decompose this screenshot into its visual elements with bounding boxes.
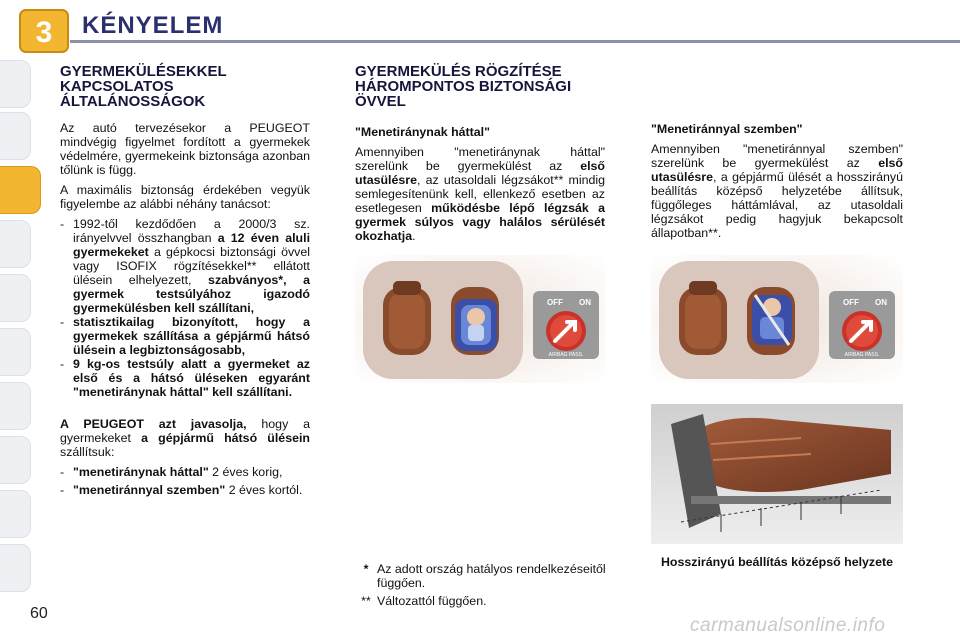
left-heading (60, 64, 310, 109)
list-item-4: - "menetiránynak háttal" 2 éves korig, (60, 465, 283, 479)
middle-heading (355, 64, 605, 109)
side-tab-2[interactable] (0, 112, 31, 160)
airbag-off-switch-icon (533, 291, 599, 359)
passenger-seat-icon (747, 287, 795, 355)
rear-facing-paragraph: Amennyiben "menetiránynak háttal" szerelünk be gyermekülést az első utasülésre, az utasoldali légzsákot** mindig semlegesítenünk kell, ellenkező esetben az esetlegesen működésbe lépő légzsák a gyermek súlyos vagy halálos sérülését okozhatja. (355, 145, 605, 243)
side-tab-3-active[interactable] (0, 166, 41, 214)
side-tab-1[interactable] (0, 60, 31, 108)
middle-heading-line-1: GYERMEKÜLÉS RÖGZÍTÉSE (355, 63, 562, 80)
seat-position-caption: Hosszirányú beállítás középső helyzete (660, 555, 894, 569)
right-column (651, 122, 903, 240)
svg-text:ON: ON (579, 298, 591, 307)
footnote-2: ** Változattól függően. (361, 594, 487, 608)
driver-seat-icon (383, 281, 431, 355)
svg-text:AIRBAG PASS.: AIRBAG PASS. (548, 352, 584, 358)
page-title: KÉNYELEM (82, 12, 224, 39)
side-tab-7[interactable] (0, 382, 31, 430)
airbag-on-switch-icon (829, 291, 895, 359)
svg-text:OFF: OFF (547, 298, 563, 307)
left-paragraph-1: Az autó tervezésekor a PEUGEOT mindvégig figyelmet fordított a gyermekek védelmére, gyermekeink biztonsága azonban tőlünk is függ. (60, 121, 310, 177)
side-tab-5[interactable] (0, 274, 31, 322)
list-item-3: - 9 kg-os testsúly alatt a gyermeket az első és a hátsó üléseken egyaránt "menetiránynak háttal" kell szállítani. (60, 357, 310, 399)
left-heading-line-3: ÁLTALÁNOSSÁGOK (60, 93, 206, 110)
footnotes (355, 562, 607, 608)
side-tab-9[interactable] (0, 490, 31, 538)
rear-facing-seat-image (355, 255, 605, 383)
forward-facing-seat-image (651, 255, 903, 383)
watermark: carmanualsonline.info (690, 615, 886, 636)
list-item-5: - "menetiránnyal szemben" 2 éves kortól. (60, 483, 303, 497)
left-column (60, 64, 310, 497)
side-tab-4[interactable] (0, 220, 31, 268)
middle-column (355, 64, 605, 243)
middle-heading-line-2: HÁROMPONTOS BIZTONSÁGI (355, 78, 572, 95)
side-tab-10[interactable] (0, 544, 31, 592)
rear-facing-subheading: "Menetiránynak háttal" (355, 125, 491, 139)
footnote-1: * Az adott ország hatályos rendelkezéseitől függően. (363, 562, 606, 590)
forward-facing-subheading: "Menetiránnyal szemben" (651, 122, 803, 136)
seat-rail-position-image (651, 404, 903, 544)
side-tab-6[interactable] (0, 328, 31, 376)
left-paragraph-2: A maximális biztonság érdekében vegyük figyelembe az alábbi néhány tanácsot: (60, 183, 310, 211)
chapter-number: 3 (35, 16, 53, 49)
svg-text:AIRBAG PASS.: AIRBAG PASS. (844, 352, 880, 358)
passenger-seat-icon (451, 287, 499, 355)
left-paragraph-3: A PEUGEOT azt javasolja, hogy a gyermekeket a gépjármű hátsó ülésein szállítsuk: (60, 417, 310, 459)
left-heading-line-1: GYERMEKÜLÉSEKKEL (60, 63, 227, 80)
page-number: 60 (30, 605, 48, 622)
list-item-2: - statisztikailag bizonyított, hogy a gyermekek szállítása a gépjármű hátsó ülésein a legbiztonságosabb, (60, 315, 310, 357)
driver-seat-icon (679, 281, 727, 355)
side-tab-8[interactable] (0, 436, 31, 484)
forward-facing-paragraph: Amennyiben "menetiránnyal szemben" szerelünk be gyermekülést az első utasülésre, a gépjármű ülését a hosszirányú beállítás középső helyzetébe állítsuk, függőleges háttámlával, az utasoldali légzsákot pedig hagyjuk bekapcsolt állapotban**. (651, 142, 903, 240)
middle-heading-line-3: ÖVVEL (355, 93, 406, 110)
header-rule (70, 40, 960, 43)
left-heading-line-2: KAPCSOLATOS (60, 78, 174, 95)
svg-text:OFF: OFF (843, 298, 859, 307)
svg-text:ON: ON (875, 298, 887, 307)
list-item-1: - 1992-től kezdődően a 2000/3 sz. irányelvvel összhangban a 12 éven aluli gyermekeket a gépkocsi biztonsági övvel vagy ISOFIX rögzítésekkel** ellátott ülésein elhelyezett, szabványos*, a gyermek testsúlyához igazodó gyermekülésben kell szállítani, (60, 217, 311, 315)
chapter-badge (18, 8, 70, 54)
